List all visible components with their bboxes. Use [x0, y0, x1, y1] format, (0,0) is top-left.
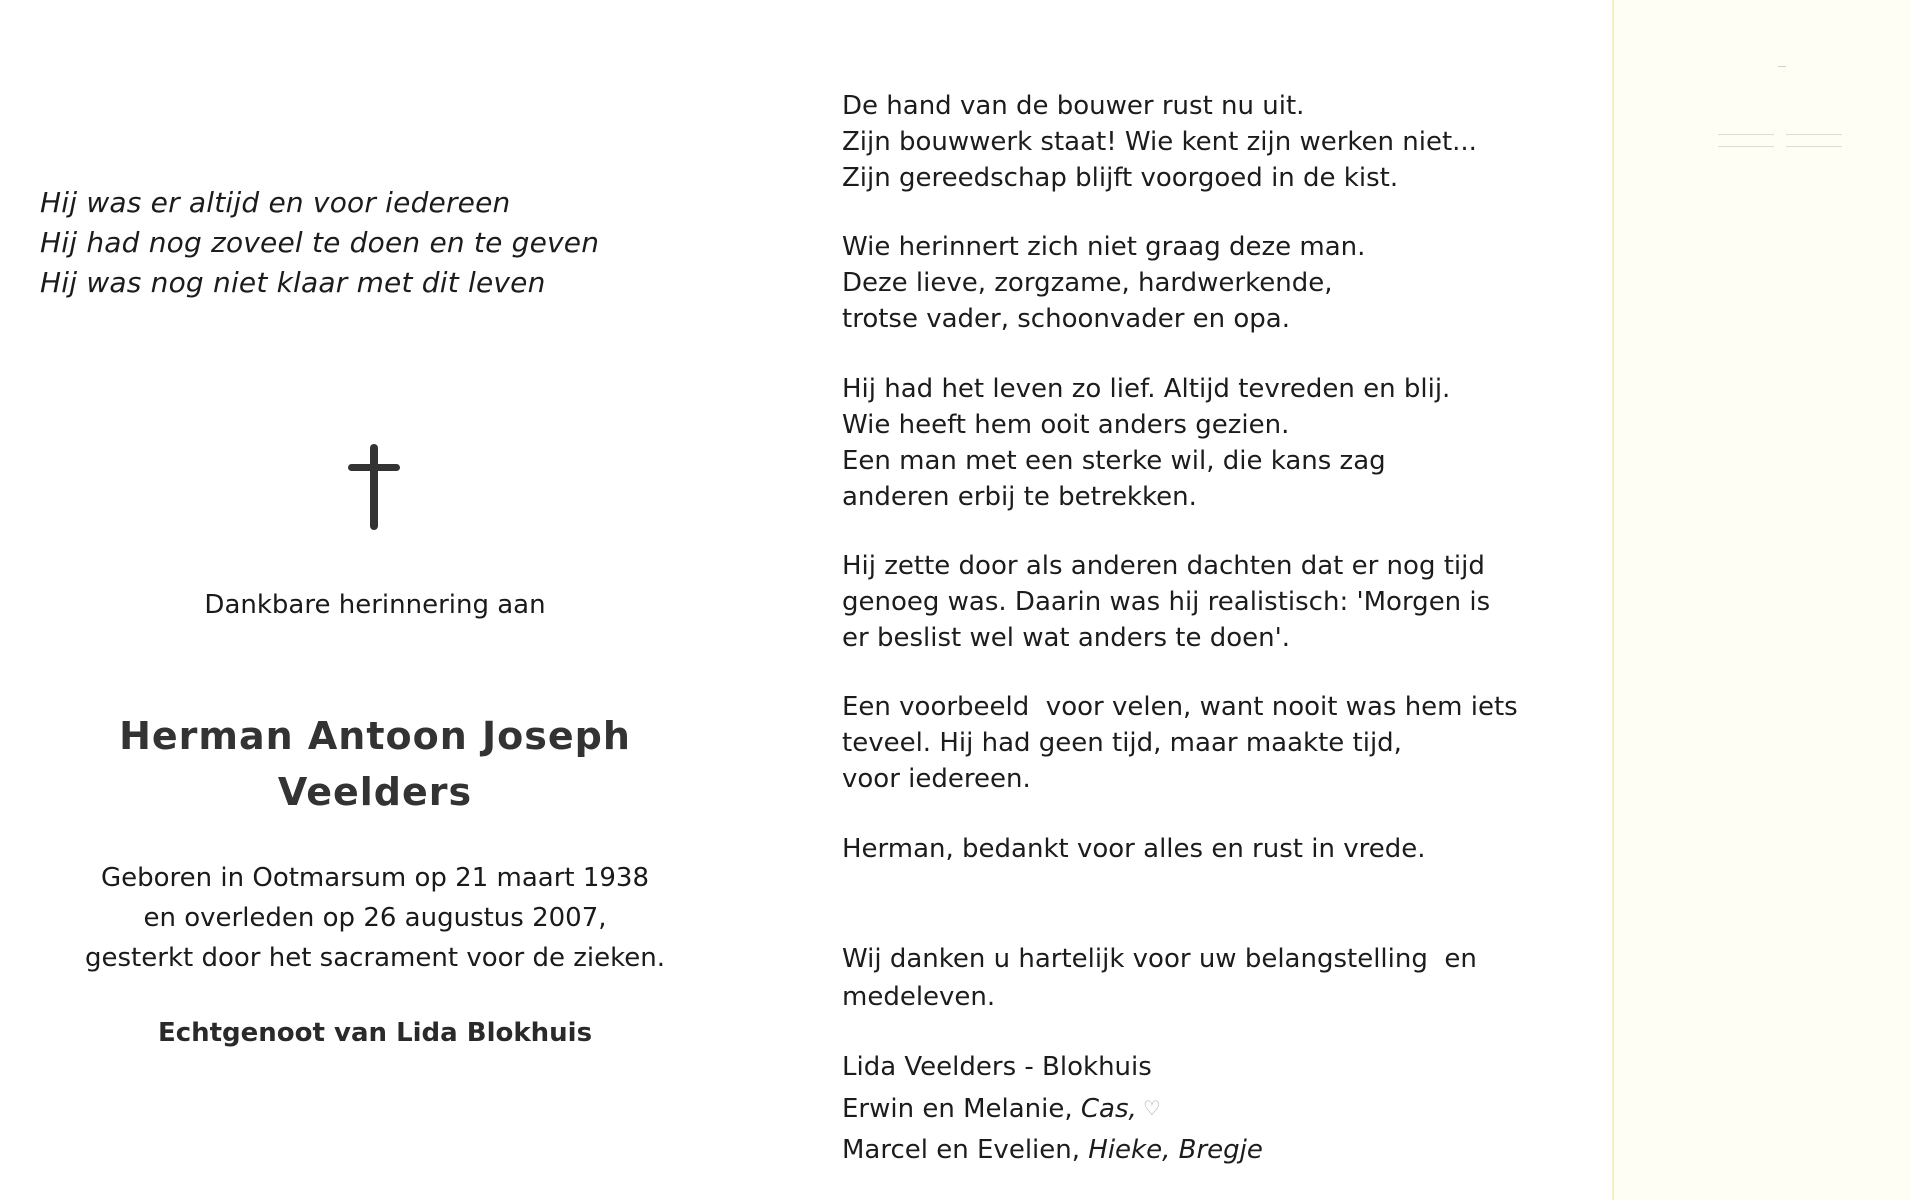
text-line: anderen erbij te betrekken.	[842, 482, 1197, 512]
poem-line: Hij was er altijd en voor iedereen	[40, 186, 511, 219]
decorative-dash	[1778, 66, 1786, 67]
paragraph-1	[842, 88, 1562, 196]
family-line	[842, 1130, 1562, 1171]
card-back-strip	[1612, 0, 1911, 1200]
text-line: De hand van de bouwer rust nu uit.	[842, 91, 1305, 121]
grandchild-names: Hieke, Bregje	[1088, 1135, 1263, 1165]
paragraph-4	[842, 548, 1562, 656]
name-line-2: Veelders	[277, 770, 473, 814]
family-text: Erwin en Melanie,	[842, 1094, 1081, 1124]
text-line: medeleven.	[842, 982, 996, 1012]
paragraph-5	[842, 689, 1562, 797]
text-line: trotse vader, schoonvader en opa.	[842, 304, 1290, 334]
intro-text: Dankbare herinnering aan	[204, 590, 546, 620]
life-line: gesterkt door het sacrament voor de zieken.	[85, 943, 665, 973]
text-line: Wie herinnert zich niet graag deze man.	[842, 232, 1366, 262]
paragraph-3	[842, 371, 1562, 515]
text-line: genoeg was. Daarin was hij realistisch: 'Morgen is	[842, 587, 1491, 617]
paragraph-2	[842, 229, 1562, 337]
left-poem	[40, 183, 600, 303]
poem-line: Hij was nog niet klaar met dit leven	[40, 266, 546, 299]
family-line: Lida Veelders - Blokhuis	[842, 1052, 1152, 1082]
decorative-line	[1786, 146, 1842, 147]
life-line: en overleden op 26 augustus 2007,	[143, 903, 607, 933]
cross-icon	[348, 444, 400, 530]
poem-line: Hij had nog zoveel te doen en te geven	[40, 226, 600, 259]
text-line: Hij had het leven zo lief. Altijd tevreden en blij.	[842, 374, 1451, 404]
life-line: Geboren in Ootmarsum op 21 maart 1938	[100, 863, 650, 893]
family-names	[842, 1047, 1562, 1171]
text-line: teveel. Hij had geen tijd, maar maakte tijd,	[842, 728, 1402, 758]
family-text: Marcel en Evelien,	[842, 1135, 1089, 1165]
family-line	[842, 1088, 1562, 1130]
text-line: Zijn bouwwerk staat! Wie kent zijn werken niet...	[842, 127, 1477, 157]
text-line: Deze lieve, zorgzame, hardwerkende,	[842, 268, 1333, 298]
text-line: Een man met een sterke wil, die kans zag	[842, 446, 1386, 476]
text-line: voor iedereen.	[842, 764, 1031, 794]
text-line: Een voorbeeld voor velen, want nooit was hem iets	[842, 692, 1518, 722]
text-line: Herman, bedankt voor alles en rust in vrede.	[842, 834, 1426, 864]
decorative-line	[1718, 134, 1774, 135]
text-line: er beslist wel wat anders te doen'.	[842, 623, 1291, 653]
deceased-name	[40, 708, 710, 820]
decorative-line	[1786, 134, 1842, 135]
decorative-line	[1718, 146, 1774, 147]
grandchild-names: Cas,	[1080, 1094, 1137, 1124]
heart-outline-icon: ♡	[1142, 1096, 1161, 1120]
text-line: Zijn gereedschap blijft voorgoed in de kist.	[842, 163, 1399, 193]
life-details	[40, 858, 710, 978]
thanks-paragraph	[842, 940, 1562, 1016]
spouse-line: Echtgenoot van Lida Blokhuis	[157, 1018, 593, 1048]
text-line: Wie heeft hem ooit anders gezien.	[842, 410, 1290, 440]
name-line-1: Herman Antoon Joseph	[119, 714, 631, 758]
text-line: Wij danken u hartelijk voor uw belangstelling en	[842, 944, 1477, 974]
text-line: Hij zette door als anderen dachten dat er nog tijd	[842, 551, 1485, 581]
paragraph-6	[842, 831, 1562, 867]
